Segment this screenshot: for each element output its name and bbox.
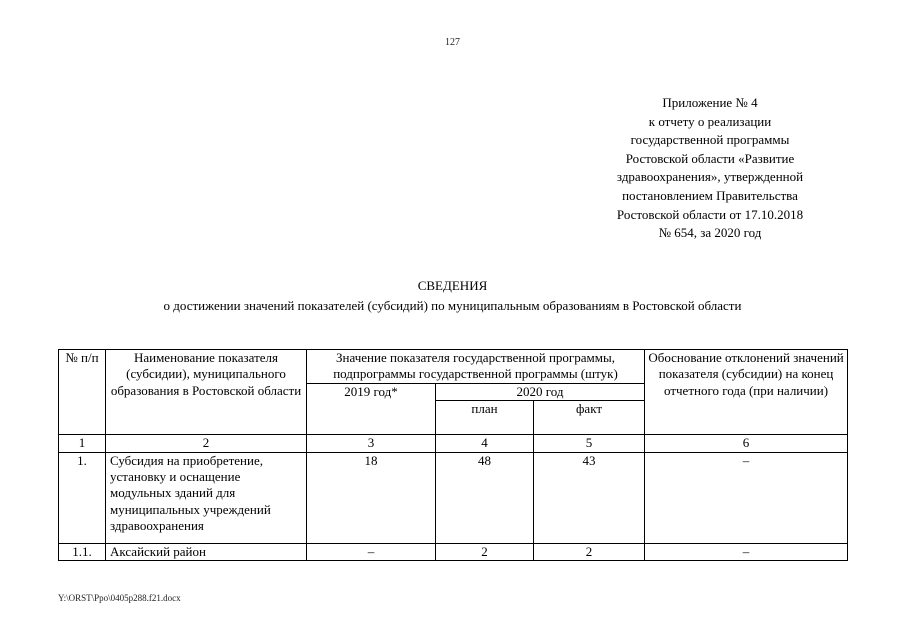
column-number: 6 <box>645 434 848 452</box>
table-row <box>59 452 848 543</box>
column-number: 4 <box>436 434 534 452</box>
row-value-fact: 43 <box>534 452 645 543</box>
appendix-line: Ростовской области «Развитие <box>625 150 795 166</box>
document-title: СВЕДЕНИЯ <box>417 278 488 293</box>
row-name: Аксайский район <box>106 543 307 560</box>
appendix-line: здравоохранения», утвержденной <box>616 169 804 185</box>
table-row <box>59 543 848 560</box>
appendix-line: постановлением Правительства <box>622 187 798 203</box>
header-year-2019: 2019 год* <box>307 383 436 434</box>
header-value-group: Значение показателя государственной программы, подпрограммы государственной программы (штук) <box>307 350 645 384</box>
header-year-2020: 2020 год <box>436 383 645 400</box>
row-value-plan: 2 <box>436 543 534 560</box>
header-reason: Обоснование отклонений значений показателя (субсидии) на конец отчетного года (при наличии) <box>645 350 848 435</box>
header-num: № п/п <box>59 350 106 435</box>
row-reason: – <box>645 452 848 543</box>
document-subtitle: о достижении значений показателей (субсидий) по муниципальным образованиям в Ростовской области <box>163 298 742 313</box>
appendix-line: к отчету о реализации <box>648 113 772 129</box>
column-number: 3 <box>307 434 436 452</box>
row-num: 1. <box>59 452 106 543</box>
appendix-line: Приложение № 4 <box>662 95 758 110</box>
row-name: Субсидия на приобретение, установку и оснащение модульных зданий для муниципальных учреждений здравоохранения <box>106 452 307 543</box>
header-fact: факт <box>534 400 645 434</box>
column-number: 1 <box>59 434 106 452</box>
row-value-2019: 18 <box>307 452 436 543</box>
file-path-footer: Y:\ORST\Ppo\0405p288.f21.docx <box>58 593 181 603</box>
appendix-block <box>580 94 840 243</box>
row-value-plan: 48 <box>436 452 534 543</box>
header-plan: план <box>436 400 534 434</box>
row-value-2019: – <box>307 543 436 560</box>
page-number: 127 <box>445 37 460 48</box>
row-value-fact: 2 <box>534 543 645 560</box>
column-number: 5 <box>534 434 645 452</box>
appendix-line: Ростовской области от 17.10.2018 <box>616 206 804 222</box>
appendix-line: № 654, за 2020 год <box>658 225 762 241</box>
column-number-row <box>59 434 848 452</box>
column-number: 2 <box>106 434 307 452</box>
indicators-table <box>58 349 848 561</box>
row-reason: – <box>645 543 848 560</box>
header-row <box>59 350 848 384</box>
header-name: Наименование показателя (субсидии), муниципального образования в Ростовской области <box>106 350 307 435</box>
appendix-line: государственной программы <box>630 132 790 148</box>
row-num: 1.1. <box>59 543 106 560</box>
